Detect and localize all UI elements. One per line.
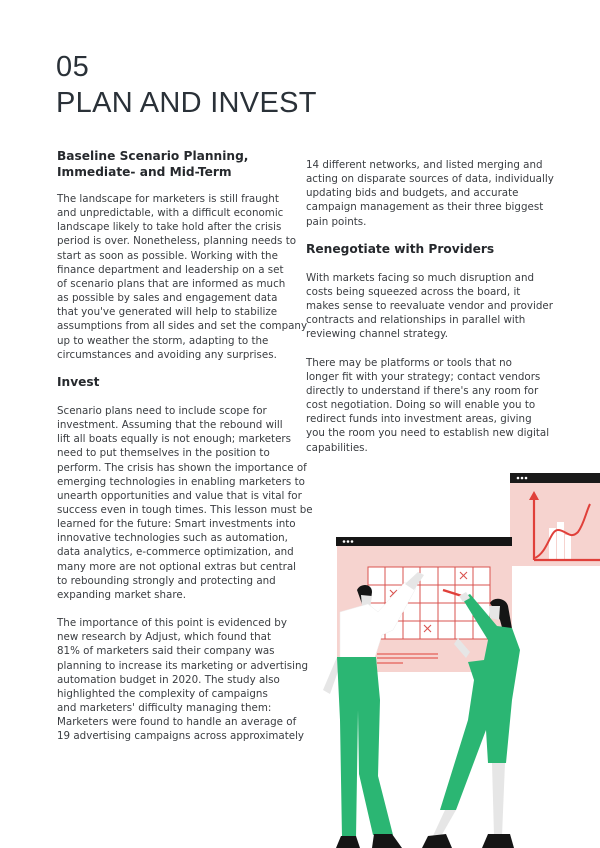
- heading-baseline-scenario: [57, 148, 307, 180]
- text-line: contracts and relationships in parallel with: [306, 314, 526, 327]
- text-line: There may be platforms or tools that no: [306, 356, 512, 369]
- text-line: acting on disparate sources of data, individually: [306, 173, 554, 186]
- heading-invest: Invest: [57, 374, 100, 389]
- text-line: of scenario plans that are informed as much: [57, 277, 286, 290]
- text-line: reviewing channel strategy.: [306, 328, 449, 341]
- text-line: emerging technologies in enabling marketers to: [57, 475, 305, 488]
- text-line: success even in tough times. This lesson must be: [57, 503, 313, 516]
- heading-line: Baseline Scenario Planning,: [57, 149, 249, 163]
- text-line: expanding market share.: [57, 588, 186, 601]
- text-line: and unpredictable, with a difficult economic: [57, 207, 284, 220]
- text-line: pain points.: [306, 215, 367, 228]
- heading-line: Immediate- and Mid-Term: [57, 165, 232, 179]
- text-line: planning to increase its marketing or advertising: [57, 659, 309, 672]
- text-line: that you've generated will help to stabilize: [57, 306, 278, 319]
- text-line: period is over. Nonetheless, planning needs to: [57, 235, 297, 248]
- heading-renegotiate: Renegotiate with Providers: [306, 241, 495, 256]
- text-line: perform. The crisis has shown the importance of: [57, 461, 307, 474]
- text-line: The landscape for marketers is still fraught: [57, 193, 279, 205]
- text-line: assumptions from all sides and set the company: [57, 320, 308, 333]
- text-line: many more are not optional extras but central: [57, 560, 297, 573]
- section-number: 05: [56, 51, 90, 83]
- text-line: costs being squeezed across the board, it: [306, 285, 521, 298]
- text-line: new research by Adjust, which found that: [57, 631, 271, 644]
- text-line: highlighted the complexity of campaigns: [57, 687, 268, 700]
- left-column: [57, 148, 313, 743]
- text-line: innovative technologies such as automation,: [57, 532, 288, 545]
- text-line: automation budget in 2020. The study also: [57, 673, 280, 686]
- text-line: as possible by sales and engagement data: [57, 292, 278, 305]
- text-line: up to weather the storm, adapting to the: [57, 334, 269, 347]
- text-line: need to put themselves in the position to: [57, 447, 270, 460]
- text-line: Scenario plans need to include scope for: [57, 404, 267, 417]
- text-line: longer fit with your strategy; contact vendors: [306, 370, 541, 383]
- planning-illustration: [300, 460, 600, 848]
- text-line: Marketers were found to handle an average of: [57, 716, 297, 729]
- text-line: start as soon as possible. Working with the: [57, 249, 278, 262]
- text-line: learned for the future: Smart investments into: [57, 518, 296, 531]
- text-line: updating bids and budgets, and accurate: [306, 187, 519, 200]
- paragraph-scenario-plans: [57, 404, 313, 602]
- text-line: landscape likely to take hold after the crisis: [57, 221, 282, 234]
- text-line: redirect funds into investment areas, giving: [306, 413, 532, 426]
- text-line: 14 different networks, and listed merging and: [306, 159, 543, 171]
- text-line: The importance of this point is evidenced by: [57, 617, 287, 630]
- text-line: finance department and leadership on a set: [57, 263, 284, 276]
- text-line: circumstances and avoiding any surprises.: [57, 348, 277, 361]
- text-line: and marketers' difficulty managing them:: [57, 702, 272, 714]
- text-line: makes sense to reevaluate vendor and provider: [306, 300, 553, 313]
- text-line: you the room you need to establish new digital: [306, 427, 550, 440]
- text-line: campaign management as their three biggest: [306, 201, 544, 214]
- text-line: directly to understand if there's any room for: [306, 384, 539, 397]
- text-line: to rebounding strongly and protecting and: [57, 574, 276, 587]
- paragraph-adjust-research: [57, 616, 307, 743]
- growth-chart-window-icon: [510, 473, 600, 566]
- text-line: unearth opportunities and value that is vital for: [57, 489, 302, 502]
- text-line: data analytics, e-commerce optimization, and: [57, 546, 294, 559]
- paragraph-networks: [306, 158, 556, 229]
- paragraph-vendors: [306, 356, 556, 455]
- text-line: investment. Assuming that the rebound will: [57, 419, 283, 432]
- text-line: 19 advertising campaigns across approximately: [57, 730, 305, 743]
- right-column: [306, 158, 556, 455]
- page-title: PLAN AND INVEST: [56, 87, 317, 119]
- paragraph-landscape: [57, 192, 307, 362]
- paragraph-disruption: [306, 271, 556, 342]
- text-line: lift all boats equally is not enough; marketers: [57, 433, 291, 446]
- text-line: With markets facing so much disruption and: [306, 271, 535, 284]
- text-line: capabilities.: [306, 441, 368, 454]
- text-line: cost negotiation. Doing so will enable you to: [306, 399, 536, 412]
- text-line: 81% of marketers said their company was: [57, 645, 275, 658]
